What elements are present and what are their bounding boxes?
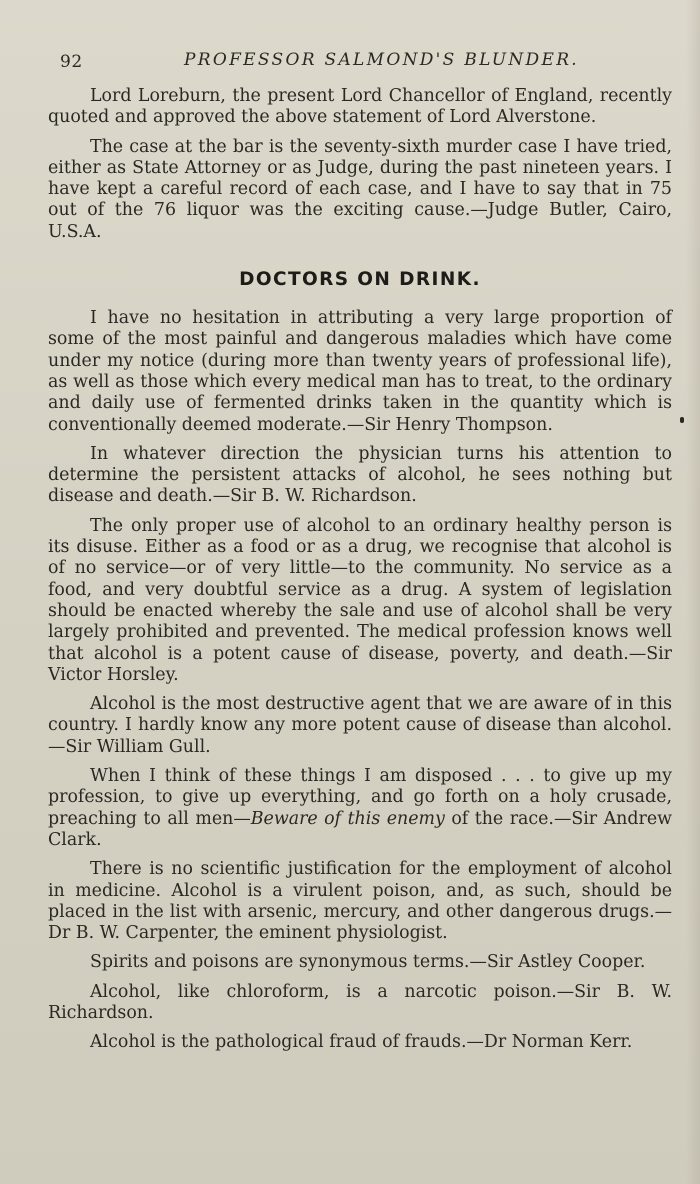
quote-andrew-clark-end: of the race.—Sir Andrew Clark. (48, 808, 672, 850)
paragraph-lord-loreburn: Lord Loreburn, the present Lord Chancellor of England, recently quoted and approved the above statement of Lord Alverstone. (48, 86, 672, 128)
page-edge-shadow (686, 0, 700, 1184)
margin-mark (680, 417, 684, 423)
section-heading: DOCTORS ON DRINK. (239, 269, 481, 291)
quote-henry-thompson: I have no hesitation in attributing a very large proportion of some of the most painful and dangerous maladies which have come under my notice (during more than twenty years of professional life), as well as those which every medical man has to treat, to the ordinary and daily use of fermented drinks taken in the quantity which is conventionally deemed moderate.—Sir Henry Thompson. (48, 308, 672, 435)
paragraph-judge-butler: The case at the bar is the seventy-sixth murder case I have tried, either as State Attorney or as Judge, during the past nineteen years. I have kept a careful record of each case, and I have to say that in 75 out of the 76 liquor was the exciting cause.—Judge Butler, Cairo, U.S.A. (48, 136, 672, 242)
quote-carpenter: There is no scientific justification for the employment of alcohol in medicine. Alcohol is a virulent poison, and, as such, should be placed in the list with arsenic, mercury, and other dangerous drugs.—Dr B. W. Carpenter, the eminent physiologist. (48, 859, 672, 944)
quote-astley-cooper: Spirits and poisons are synonymous terms.—Sir Astley Cooper. (90, 952, 646, 973)
quote-andrew-clark (48, 766, 672, 851)
page-header (60, 48, 660, 78)
quote-norman-kerr: Alcohol is the pathological fraud of frauds.—Dr Norman Kerr. (90, 1032, 633, 1053)
quote-richardson-2: Alcohol, like chloroform, is a narcotic poison.—Sir B. W. Richardson. (48, 981, 672, 1023)
running-title: PROFESSOR SALMOND'S BLUNDER. (184, 50, 579, 70)
page-body (48, 86, 672, 1062)
quote-andrew-clark-emphasis: Beware of this enemy (250, 808, 445, 829)
page-number: 92 (60, 52, 83, 72)
quote-william-gull: Alcohol is the most destructive agent that we are aware of in this country. I hardly know any more potent cause of disease than alcohol.—Sir William Gull. (48, 694, 672, 757)
quote-andrew-clark-start: When I think of these things I am disposed . . . to give up my profession, to give up everything, and go forth on a holy crusade, preaching to all men— (48, 766, 672, 829)
quote-richardson-1: In whatever direction the physician turns his attention to determine the persistent attacks of alcohol, he sees nothing but disease and death.—Sir B. W. Richardson. (48, 443, 672, 507)
quote-victor-horsley: The only proper use of alcohol to an ordinary healthy person is its disuse. Either as a food or as a drug, we recognise that alcohol is of no service—or of very little—to the community. No service as a food, and very doubtful service as a drug. A system of legislation should be enacted whereby the sale and use of alcohol shall be very largely prohibited and prevented. The medical profession knows well that alcohol is a potent cause of disease, poverty, and death.—Sir Victor Horsley. (48, 515, 672, 685)
